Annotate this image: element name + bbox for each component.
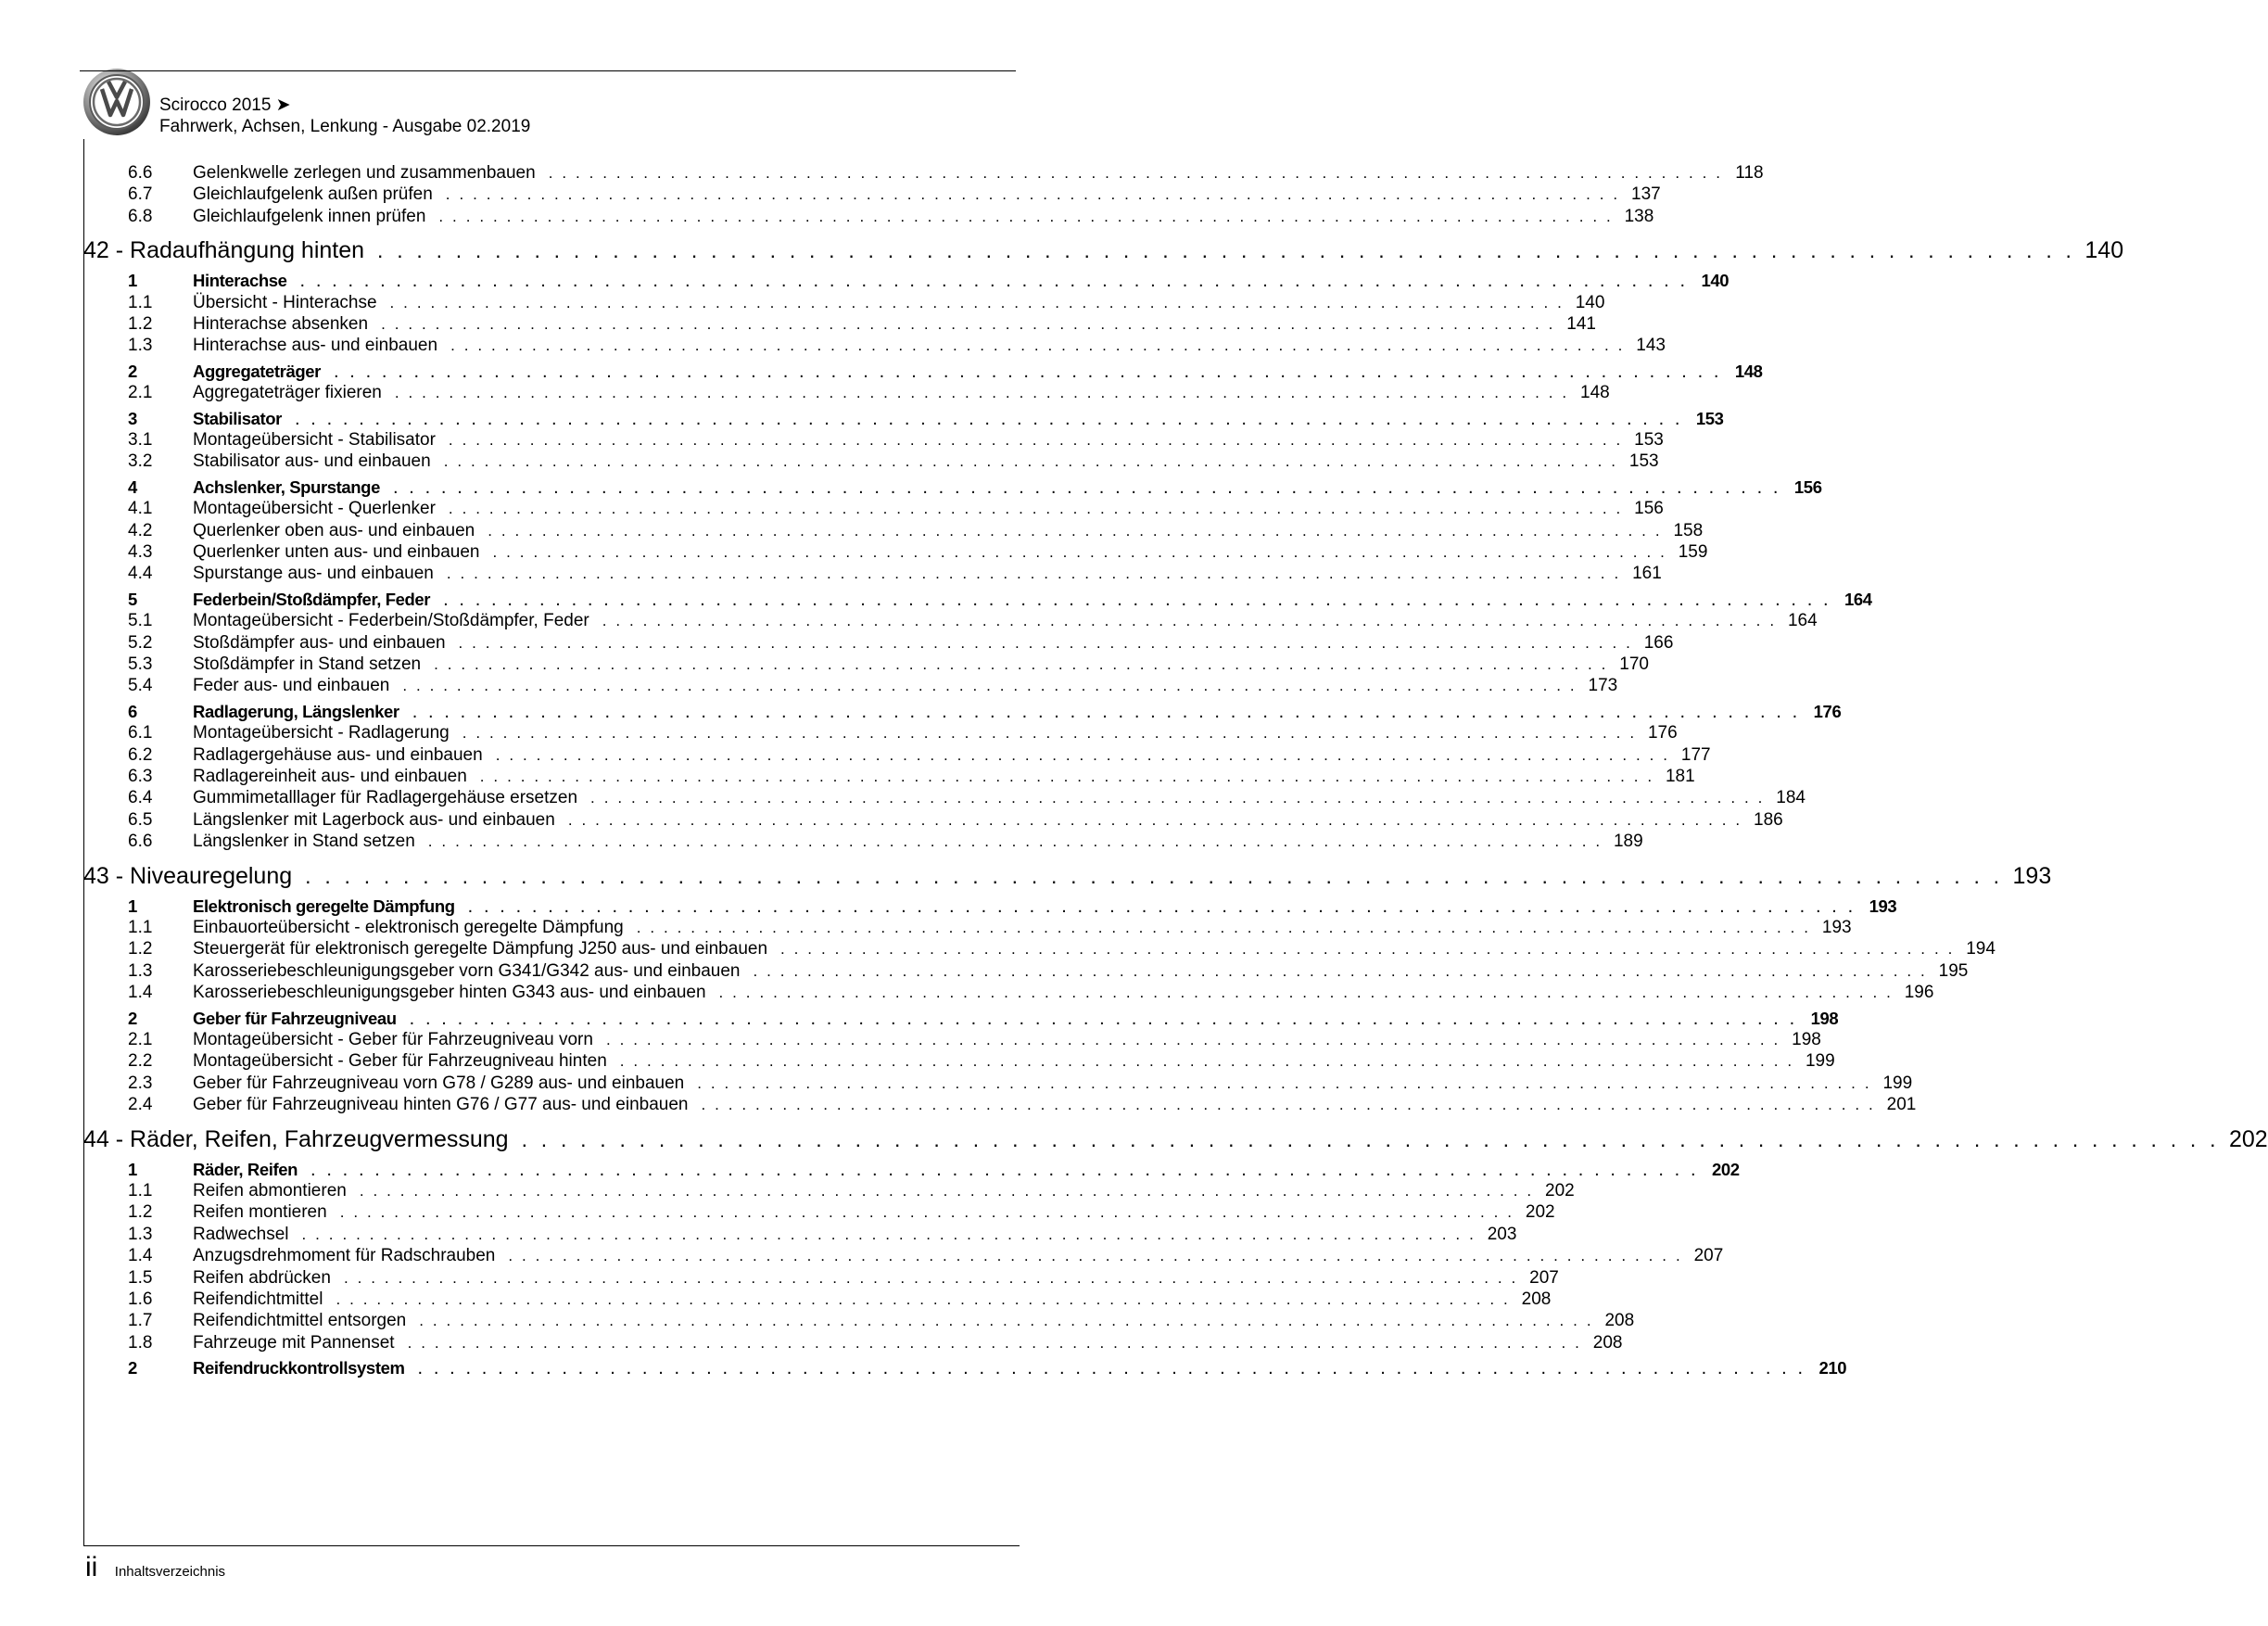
toc-number: 6.6 (128, 163, 153, 183)
toc-number: 1.4 (128, 1246, 153, 1266)
toc-leader-dots: . . . . . . . . . . . . . . . . . . . . . . . . . . . . . . . . . . . . . . . . . . . . . . . . . . . . . . . . . . . . . . . . . . . . . . . . . . . . . . . . . . . . . . . (446, 565, 1621, 583)
toc-leader-dots: . . . . . . . . . . . . . . . . . . . . . . . . . . . . . . . . . . . . . . . . . . . . . . . . . . . . . . . . . . . . . . . . . . . . . . . . . . . . . . . . . . . . . . . (448, 500, 1623, 518)
toc-title: Gleichlaufgelenk außen prüfen (193, 184, 433, 205)
toc-page-number: 201 (1886, 1095, 1917, 1115)
toc-title: Einbauorteübersicht - elektronisch geregelte Dämpfung (193, 918, 624, 937)
toc-entry[interactable] (83, 788, 1806, 808)
toc-title: Geber für Fahrzeugniveau vorn G78 / G289 aus- und einbauen (193, 1073, 685, 1093)
toc-leader-dots: . . . . . . . . . . . . . . . . . . . . . . . . . . . . . . . . . . . . . . . . . . . . . . . . . . . . . . . . . . . . . . . . . . . . . . . . . . . . . . . . . . . . . . . (508, 1247, 1683, 1265)
toc-section[interactable] (83, 361, 1763, 383)
toc-entry[interactable] (83, 1246, 1724, 1266)
toc-page-number: 198 (1810, 1008, 1839, 1028)
toc-title: Geber für Fahrzeugniveau hinten G76 / G77 aus- und einbauen (193, 1095, 689, 1115)
toc-title: Hinterachse aus- und einbauen (193, 336, 438, 356)
page-header (82, 67, 1018, 139)
toc-page-number: 189 (1613, 832, 1643, 852)
toc-leader-dots: . . . . . . . . . . . . . . . . . . . . . . . . . . . . . . . . . . . . . . . . . . . . . . . . . . . . . . . . . . . . . . . . . . . . . . . . . . . . . . . . . . . . . . . (467, 896, 1856, 917)
toc-number: 5.2 (128, 632, 153, 653)
toc-leader-dots: . . . . . . . . . . . . . . . . . . . . . . . . . . . . . . . . . . . . . . . . . . . . . . . . . . . . . . . . . . . . . . . . . . . . . . . . . . . . . . . . . . . . . . . (381, 315, 1555, 333)
toc-number: 6.2 (128, 744, 153, 765)
toc-page-number: 194 (1966, 939, 1996, 959)
toc-leader-dots: . . . . . . . . . . . . . . . . . . . . . . . . . . . . . . . . . . . . . . . . . . . . . . . . . . . . . . . . . . . . . . . . . . . . . . . . . . . . . . . . . . . . . . . (590, 789, 1765, 807)
toc-leader-dots: . . . . . . . . . . . . . . . . . . . . . . . . . . . . . . . . . . . . . . . . . . . . . . . . . . . . . . . . . . . . . . . . . . . . . . . . . . . . . . . . . . . . . . . (753, 961, 1928, 980)
toc-chapter[interactable] (83, 237, 2124, 264)
toc-page-number: 186 (1754, 809, 1783, 830)
toc-number: 5.4 (128, 676, 153, 696)
toc-number: 6.1 (128, 723, 153, 743)
toc-page-number: 177 (1680, 744, 1711, 765)
toc-title: Spurstange aus- und einbauen (193, 564, 434, 584)
toc-page-number: 153 (1634, 430, 1664, 450)
toc-entry[interactable] (83, 1311, 1635, 1331)
toc-title: Räder, Reifen (193, 1159, 298, 1179)
toc-leader-dots: . . . . . . . . . . . . . . . . . . . . . . . . . . . . . . . . . . . . . . . . . . . . . . . . . . . . . . . . . . . . . . . . . . . . . . . . . . . . . . . . . . . . . . . (333, 361, 1722, 382)
toc-page-number: 202 (2228, 1125, 2268, 1152)
toc-entry[interactable] (83, 1181, 1575, 1201)
toc-leader-dots: . . . . . . . . . . . . . . . . . . . . . . . . . . . . . . . . . . . . . . . . . . . . . . . . . . . . . . . . . . . . . . . . . . . . . . . . . . . . . . . . . . . . . . . (697, 1073, 1872, 1092)
toc-number: 2.2 (128, 1051, 153, 1072)
toc-leader-dots: . . . . . . . . . . . . . . . . . . . . . . . . . . . . . . . . . . . . . . . . . . . . . . . . . . . . . . . . . . . . . . . . . . . . . . . . . . . . . . . . . . . . . . . (438, 207, 1614, 225)
toc-leader-dots: . . . . . . . . . . . . . . . . . . . . . . . . . . . . . . . . . . . . . . . . . . . . . . . . . . . . . . . . . . . . . . . . . . . . . . . . . . . . . . . . . . . . . . . (417, 1358, 1806, 1379)
toc-entry[interactable] (83, 1332, 1623, 1353)
toc-leader-dots: . . . . . . . . . . . . . . . . . . . . . . . . . . . . . . . . . . . . . . . . . . . . . . . . . . . . . . . . . . . . . . . . . . . . . . . . . . . . . . . . . . . . . . . (389, 293, 1565, 311)
toc-leader-dots: . . . . . . . . . . . . . . . . . . . . . . . . . . . . . . . . . . . . . . . . . . . . . . . . . . . . . . . . . . . . . . . . . . . . . . . . . . . . . . . . . . . . . . . (412, 701, 1801, 722)
toc-number: 6.5 (128, 809, 153, 830)
toc-leader-dots: . . . . . . . . . . . . . . . . . . . . . . . . . . . . . . . . . . . . . . . . . . . . . . . . . . . . . . . . . . . . . . . . . . . . . . . . . . . . . . . . . . . . . . . (310, 1159, 1699, 1180)
toc-leader-dots: . . . . . . . . . . . . . . . . . . . . . . . . . . . . . . . . . . . . . . . . . . . . . . . . . . . . . . . . . . . . . . . . . . . . . . . . . . . . . . . . . . . . . . . (407, 1333, 1582, 1352)
toc-entry[interactable] (83, 654, 1649, 675)
toc-leader-dots: . . . . . . . . . . . . . . . . . . . . . . . . . . . . . . . . . . . . . . . . . . . . . . . . . . . . . . . . . . . . . . . . . . . . . . . . . . . . . . . . . . . . . . . (377, 238, 2076, 263)
toc-page-number: 140 (2084, 237, 2124, 264)
footer-label: Inhaltsverzeichnis (114, 1564, 226, 1580)
toc-page-number: 202 (1711, 1159, 1740, 1179)
toc-entry[interactable] (83, 1289, 1552, 1310)
footer-divider (83, 1545, 1020, 1546)
toc-entry[interactable] (83, 939, 1996, 959)
toc-leader-dots: . . . . . . . . . . . . . . . . . . . . . . . . . . . . . . . . . . . . . . . . . . . . . . . . . . . . . . . . . . . . . . . . . . . . . . . . . . . . . . . . . . . . . . . (521, 1126, 2220, 1151)
toc-number: 4.1 (128, 499, 153, 519)
toc-leader-dots: . . . . . . . . . . . . . . . . . . . . . . . . . . . . . . . . . . . . . . . . . . . . . . . . . . . . . . . . . . . . . . . . . . . . . . . . . . . . . . . . . . . . . . . (394, 384, 1569, 402)
header-model: Scirocco 2015 ➤ (159, 95, 291, 115)
toc-page-number: 118 (1735, 163, 1764, 183)
toc-entry[interactable] (83, 1030, 1821, 1050)
toc-page-number: 161 (1632, 564, 1662, 584)
toc-page-number: 156 (1793, 476, 1822, 497)
toc-entry[interactable] (83, 451, 1659, 472)
toc-section[interactable] (83, 1159, 1740, 1181)
toc-page-number: 158 (1673, 520, 1704, 540)
toc-entry[interactable] (83, 1051, 1835, 1072)
toc-entry[interactable] (83, 832, 1643, 852)
header-title: Fahrwerk, Achsen, Lenkung - Ausgabe 02.2019 (159, 117, 531, 136)
toc-section[interactable] (83, 1008, 1839, 1030)
toc-leader-dots: . . . . . . . . . . . . . . . . . . . . . . . . . . . . . . . . . . . . . . . . . . . . . . . . . . . . . . . . . . . . . . . . . . . . . . . . . . . . . . . . . . . . . . . (602, 612, 1777, 630)
toc-number: 1 (128, 271, 137, 291)
toc-page-number: 140 (1575, 292, 1605, 312)
toc-page-number: 210 (1818, 1358, 1847, 1378)
toc-title: Gelenkwelle zerlegen und zusammenbauen (193, 163, 536, 183)
toc-title: Stabilisator aus- und einbauen (193, 451, 431, 472)
toc-number: 1.3 (128, 960, 153, 981)
toc-title: Stoßdämpfer in Stand setzen (193, 654, 422, 674)
toc-entry[interactable] (83, 611, 1818, 631)
toc-number: 1.4 (128, 983, 153, 1003)
toc-leader-dots: . . . . . . . . . . . . . . . . . . . . . . . . . . . . . . . . . . . . . . . . . . . . . . . . . . . . . . . . . . . . . . . . . . . . . . . . . . . . . . . . . . . . . . . (492, 543, 1667, 561)
toc-number: 6.7 (128, 184, 153, 205)
toc-number: 6.8 (128, 206, 153, 226)
toc-leader-dots: . . . . . . . . . . . . . . . . . . . . . . . . . . . . . . . . . . . . . . . . . . . . . . . . . . . . . . . . . . . . . . . . . . . . . . . . . . . . . . . . . . . . . . . (495, 745, 1670, 764)
toc-page-number: 141 (1566, 314, 1596, 334)
toc-title: Längslenker in Stand setzen (193, 832, 415, 852)
toc-page-number: 138 (1624, 206, 1654, 226)
toc-number: 4.4 (128, 564, 153, 584)
toc-entry[interactable] (83, 1073, 1913, 1094)
toc-leader-dots: . . . . . . . . . . . . . . . . . . . . . . . . . . . . . . . . . . . . . . . . . . . . . . . . . . . . . . . . . . . . . . . . . . . . . . . . . . . . . . . . . . . . . . . (336, 1290, 1511, 1308)
toc-number: 2.1 (128, 383, 153, 403)
toc-entry[interactable] (83, 184, 1661, 205)
toc-page-number: 199 (1882, 1073, 1913, 1093)
toc-leader-dots: . . . . . . . . . . . . . . . . . . . . . . . . . . . . . . . . . . . . . . . . . . . . . . . . . . . . . . . . . . . . . . . . . . . . . . . . . . . . . . . . . . . . . . . (305, 863, 2004, 888)
toc-title: Stabilisator (193, 408, 282, 428)
toc-leader-dots: . . . . . . . . . . . . . . . . . . . . . . . . . . . . . . . . . . . . . . . . . . . . . . . . . . . . . . . . . . . . . . . . . . . . . . . . . . . . . . . . . . . . . . . (299, 271, 1689, 292)
toc-leader-dots: . . . . . . . . . . . . . . . . . . . . . . . . . . . . . . . . . . . . . . . . . . . . . . . . . . . . . . . . . . . . . . . . . . . . . . . . . . . . . . . . . . . . . . . (409, 1008, 1798, 1029)
toc-number: 3 (128, 408, 137, 428)
toc-entry[interactable] (83, 1202, 1555, 1223)
toc-entry[interactable] (83, 744, 1711, 766)
toc-leader-dots: . . . . . . . . . . . . . . . . . . . . . . . . . . . . . . . . . . . . . . . . . . . . . . . . . . . . . . . . . . . . . . . . . . . . . . . . . . . . . . . . . . . . . . . (458, 633, 1633, 652)
toc-page-number: 166 (1643, 632, 1674, 653)
toc-leader-dots: . . . . . . . . . . . . . . . . . . . . . . . . . . . . . . . . . . . . . . . . . . . . . . . . . . . . . . . . . . . . . . . . . . . . . . . . . . . . . . . . . . . . . . . (339, 1203, 1514, 1222)
toc-page-number: 153 (1695, 408, 1724, 428)
toc-leader-dots: . . . . . . . . . . . . . . . . . . . . . . . . . . . . . . . . . . . . . . . . . . . . . . . . . . . . . . . . . . . . . . . . . . . . . . . . . . . . . . . . . . . . . . . (701, 1096, 1876, 1114)
toc-title: Hinterachse absenken (193, 314, 369, 334)
toc-number: 2 (128, 1008, 137, 1028)
toc-page-number: 176 (1813, 701, 1842, 721)
toc-entry[interactable] (83, 1095, 1917, 1115)
toc-title: Montageübersicht - Querlenker (193, 499, 436, 519)
toc-page-number: 202 (1545, 1181, 1575, 1200)
toc-leader-dots: . . . . . . . . . . . . . . . . . . . . . . . . . . . . . . . . . . . . . . . . . . . . . . . . . . . . . . . . . . . . . . . . . . . . . . . . . . . . . . . . . . . . . . . (359, 1182, 1534, 1200)
toc-leader-dots: . . . . . . . . . . . . . . . . . . . . . . . . . . . . . . . . . . . . . . . . . . . . . . . . . . . . . . . . . . . . . . . . . . . . . . . . . . . . . . . . . . . . . . . (402, 677, 1577, 695)
toc-title: Reifen montieren (193, 1202, 327, 1223)
toc-leader-dots: . . . . . . . . . . . . . . . . . . . . . . . . . . . . . . . . . . . . . . . . . . . . . . . . . . . . . . . . . . . . . . . . . . . . . . . . . . . . . . . . . . . . . . . (443, 452, 1618, 471)
toc-page-number: 143 (1636, 336, 1666, 356)
toc-number: 1.6 (128, 1289, 153, 1309)
toc-leader-dots: . . . . . . . . . . . . . . . . . . . . . . . . . . . . . . . . . . . . . . . . . . . . . . . . . . . . . . . . . . . . . . . . . . . . . . . . . . . . . . . . . . . . . . . (301, 1225, 1476, 1243)
toc-page-number: 137 (1631, 184, 1661, 205)
toc-section[interactable] (83, 476, 1822, 499)
toc-chapter[interactable] (83, 862, 2052, 890)
toc-leader-dots: . . . . . . . . . . . . . . . . . . . . . . . . . . . . . . . . . . . . . . . . . . . . . . . . . . . . . . . . . . . . . . . . . . . . . . . . . . . . . . . . . . . . . . . (780, 940, 1955, 959)
toc-page-number: 199 (1805, 1051, 1835, 1072)
toc-page-number: 193 (2012, 862, 2052, 889)
toc-title: Radwechsel (193, 1224, 289, 1244)
toc-leader-dots: . . . . . . . . . . . . . . . . . . . . . . . . . . . . . . . . . . . . . . . . . . . . . . . . . . . . . . . . . . . . . . . . . . . . . . . . . . . . . . . . . . . . . . . (445, 185, 1620, 204)
toc-title: Montageübersicht - Federbein/Stoßdämpfer, Feder (193, 611, 589, 631)
toc-number: 6.6 (128, 832, 153, 852)
toc-entry[interactable] (83, 983, 1934, 1003)
toc-title: Reifendruckkontrollsystem (193, 1358, 405, 1378)
toc-section[interactable] (83, 589, 1872, 611)
toc-leader-dots: . . . . . . . . . . . . . . . . . . . . . . . . . . . . . . . . . . . . . . . . . . . . . . . . . . . . . . . . . . . . . . . . . . . . . . . . . . . . . . . . . . . . . . . (443, 589, 1831, 610)
toc-number: 3.2 (128, 451, 153, 472)
toc-number: 6.4 (128, 788, 153, 808)
toc-title: Karosseriebeschleunigungsgeber hinten G343 aus- und einbauen (193, 983, 706, 1003)
toc-entry[interactable] (83, 542, 1708, 563)
toc-section[interactable] (83, 1358, 1847, 1379)
toc-section[interactable] (83, 408, 1724, 430)
toc-page-number: 207 (1529, 1267, 1559, 1288)
toc-number: 5.3 (128, 654, 153, 674)
toc-page-number: 208 (1521, 1289, 1552, 1309)
toc-entry[interactable] (83, 206, 1654, 227)
toc-entry[interactable] (83, 430, 1664, 451)
toc-page-number: 198 (1792, 1030, 1821, 1049)
toc-leader-dots: . . . . . . . . . . . . . . . . . . . . . . . . . . . . . . . . . . . . . . . . . . . . . . . . . . . . . . . . . . . . . . . . . . . . . . . . . . . . . . . . . . . . . . . (567, 810, 1742, 829)
toc-leader-dots: . . . . . . . . . . . . . . . . . . . . . . . . . . . . . . . . . . . . . . . . . . . . . . . . . . . . . . . . . . . . . . . . . . . . . . . . . . . . . . . . . . . . . . . (392, 476, 1781, 498)
toc-number: 6.3 (128, 767, 153, 786)
toc-number: 1.2 (128, 314, 153, 334)
toc-number: 1.3 (128, 336, 153, 356)
toc-entry[interactable] (83, 960, 1969, 982)
toc-title: Montageübersicht - Geber für Fahrzeugniveau hinten (193, 1051, 607, 1072)
toc-page-number: 140 (1701, 271, 1730, 291)
toc-number: 1.8 (128, 1332, 153, 1353)
toc-leader-dots: . . . . . . . . . . . . . . . . . . . . . . . . . . . . . . . . . . . . . . . . . . . . . . . . . . . . . . . . . . . . . . . . . . . . . . . . . . . . . . . . . . . . . . . (462, 724, 1637, 743)
toc-section[interactable] (83, 701, 1842, 723)
toc-title: Montageübersicht - Radlagerung (193, 723, 450, 743)
toc-title: Aggregateträger fixieren (193, 383, 382, 403)
toc-page-number: 173 (1588, 676, 1618, 696)
toc-number: 2.4 (128, 1095, 153, 1115)
toc-number: 1.1 (128, 918, 153, 937)
toc-page-number: 164 (1844, 589, 1872, 609)
toc-leader-dots: . . . . . . . . . . . . . . . . . . . . . . . . . . . . . . . . . . . . . . . . . . . . . . . . . . . . . . . . . . . . . . . . . . . . . . . . . . . . . . . . . . . . . . . (605, 1031, 1780, 1048)
toc-number: 1.1 (128, 292, 153, 312)
toc-number: 4.3 (128, 542, 153, 562)
toc-number: 5.1 (128, 611, 153, 631)
toc-title: Steuergerät für elektronisch geregelte Dämpfung J250 aus- und einbauen (193, 939, 768, 959)
toc-leader-dots: . . . . . . . . . . . . . . . . . . . . . . . . . . . . . . . . . . . . . . . . . . . . . . . . . . . . . . . . . . . . . . . . . . . . . . . . . . . . . . . . . . . . . . . (448, 431, 1623, 449)
toc-number: 4 (128, 476, 137, 497)
toc-entry[interactable] (83, 520, 1704, 541)
toc-page-number: 196 (1904, 983, 1934, 1003)
toc-title: Längslenker mit Lagerbock aus- und einbauen (193, 809, 555, 830)
header-divider (80, 70, 1016, 71)
toc-number: 3.1 (128, 430, 153, 450)
toc-title: Reifendichtmittel (193, 1289, 323, 1309)
toc-title: Reifen abmontieren (193, 1181, 347, 1200)
toc-leader-dots: . . . . . . . . . . . . . . . . . . . . . . . . . . . . . . . . . . . . . . . . . . . . . . . . . . . . . . . . . . . . . . . . . . . . . . . . . . . . . . . . . . . . . . . (343, 1268, 1518, 1287)
toc-entry[interactable] (83, 499, 1664, 519)
toc-title: Anzugsdrehmoment für Radschrauben (193, 1246, 496, 1266)
toc-number: 2 (128, 361, 137, 381)
toc-number: 1.2 (128, 939, 153, 959)
toc-entry[interactable] (83, 1224, 1517, 1245)
toc-title: Montageübersicht - Stabilisator (193, 430, 436, 450)
toc-title: Aggregateträger (193, 361, 321, 381)
toc-page-number: 164 (1787, 611, 1818, 631)
toc-number: 5 (128, 589, 137, 609)
toc-title: Gleichlaufgelenk innen prüfen (193, 206, 426, 226)
toc-leader-dots: . . . . . . . . . . . . . . . . . . . . . . . . . . . . . . . . . . . . . . . . . . . . . . . . . . . . . . . . . . . . . . . . . . . . . . . . . . . . . . . . . . . . . . . (427, 832, 1603, 851)
toc-page-number: 148 (1734, 361, 1763, 381)
toc-entry[interactable] (83, 767, 1695, 787)
toc-title: Achslenker, Spurstange (193, 476, 380, 497)
toc-page-number: 159 (1678, 542, 1708, 562)
toc-page-number: 203 (1487, 1224, 1517, 1244)
toc-title: Radlagereinheit aus- und einbauen (193, 767, 467, 786)
toc-chapter[interactable] (83, 1125, 2268, 1153)
toc-page-number: 176 (1647, 723, 1678, 743)
toc-number: 1 (128, 896, 137, 916)
toc-number: 1.7 (128, 1311, 153, 1331)
toc-number: 2.3 (128, 1073, 153, 1093)
toc-entry[interactable] (83, 632, 1674, 654)
toc-title: Radlagerung, Längslenker (193, 701, 399, 721)
toc-page-number: 153 (1628, 451, 1659, 472)
toc-title: Querlenker unten aus- und einbauen (193, 542, 480, 562)
toc-section[interactable] (83, 896, 1897, 918)
toc-page-number: 170 (1619, 654, 1649, 674)
toc-number: 2 (128, 1358, 137, 1378)
toc-title: Übersicht - Hinterachse (193, 292, 377, 312)
toc-title: Reifen abdrücken (193, 1267, 331, 1288)
toc-leader-dots: . . . . . . . . . . . . . . . . . . . . . . . . . . . . . . . . . . . . . . . . . . . . . . . . . . . . . . . . . . . . . . . . . . . . . . . . . . . . . . . . . . . . . . . (488, 521, 1663, 540)
toc-page-number: 208 (1604, 1311, 1635, 1331)
toc-number: 4.2 (128, 520, 153, 540)
toc-title: Reifendichtmittel entsorgen (193, 1311, 407, 1331)
page-footer (85, 1552, 225, 1583)
toc-leader-dots: . . . . . . . . . . . . . . . . . . . . . . . . . . . . . . . . . . . . . . . . . . . . . . . . . . . . . . . . . . . . . . . . . . . . . . . . . . . . . . . . . . . . . . . (450, 337, 1625, 355)
toc-leader-dots: . . . . . . . . . . . . . . . . . . . . . . . . . . . . . . . . . . . . . . . . . . . . . . . . . . . . . . . . . . . . . . . . . . . . . . . . . . . . . . . . . . . . . . . (718, 984, 1894, 1002)
toc-entry[interactable] (83, 292, 1605, 313)
toc-entry[interactable] (83, 918, 1852, 938)
toc-page-number: 193 (1869, 896, 1897, 916)
toc-title: Querlenker oben aus- und einbauen (193, 520, 475, 540)
toc-entry[interactable] (83, 723, 1678, 743)
toc-entry[interactable] (83, 1267, 1559, 1289)
toc-title: 42 - Radaufhängung hinten (83, 237, 365, 264)
vw-logo-icon (82, 67, 152, 137)
toc-entry[interactable] (83, 809, 1783, 831)
toc-title: Fahrzeuge mit Pannenset (193, 1332, 395, 1353)
toc-entry[interactable] (83, 314, 1596, 335)
toc-leader-dots: . . . . . . . . . . . . . . . . . . . . . . . . . . . . . . . . . . . . . . . . . . . . . . . . . . . . . . . . . . . . . . . . . . . . . . . . . . . . . . . . . . . . . . . (434, 655, 1608, 673)
toc-leader-dots: . . . . . . . . . . . . . . . . . . . . . . . . . . . . . . . . . . . . . . . . . . . . . . . . . . . . . . . . . . . . . . . . . . . . . . . . . . . . . . . . . . . . . . . (619, 1052, 1794, 1071)
toc-title: Federbein/Stoßdämpfer, Feder (193, 589, 431, 609)
toc-number: 2.1 (128, 1030, 153, 1049)
toc-title: Gummimetalllager für Radlagergehäuse ersetzen (193, 788, 578, 808)
toc-section[interactable] (83, 271, 1730, 292)
toc-number: 1.1 (128, 1181, 153, 1200)
toc-number: 1.5 (128, 1267, 153, 1288)
page-number: ii (85, 1552, 98, 1582)
toc-title: Hinterachse (193, 271, 287, 291)
toc-title: 44 - Räder, Reifen, Fahrzeugvermessung (83, 1125, 509, 1152)
toc-title: Elektronisch geregelte Dämpfung (193, 896, 455, 916)
toc-title: Feder aus- und einbauen (193, 676, 390, 696)
toc-number: 1 (128, 1159, 137, 1179)
toc-title: Karosseriebeschleunigungsgeber vorn G341/G342 aus- und einbauen (193, 960, 741, 981)
toc-entry[interactable] (83, 564, 1662, 584)
toc-page-number: 148 (1580, 383, 1610, 403)
toc-page-number: 184 (1776, 788, 1806, 808)
toc-number: 1.2 (128, 1202, 153, 1223)
toc-leader-dots: . . . . . . . . . . . . . . . . . . . . . . . . . . . . . . . . . . . . . . . . . . . . . . . . . . . . . . . . . . . . . . . . . . . . . . . . . . . . . . . . . . . . . . . (294, 408, 1683, 429)
toc-page-number: 202 (1525, 1202, 1555, 1223)
toc-leader-dots: . . . . . . . . . . . . . . . . . . . . . . . . . . . . . . . . . . . . . . . . . . . . . . . . . . . . . . . . . . . . . . . . . . . . . . . . . . . . . . . . . . . . . . . (548, 164, 1723, 182)
toc-entry[interactable] (83, 163, 1764, 184)
toc-title: Montageübersicht - Geber für Fahrzeugniveau vorn (193, 1030, 593, 1049)
toc-leader-dots: . . . . . . . . . . . . . . . . . . . . . . . . . . . . . . . . . . . . . . . . . . . . . . . . . . . . . . . . . . . . . . . . . . . . . . . . . . . . . . . . . . . . . . . (479, 768, 1654, 785)
toc-page-number: 193 (1821, 918, 1852, 937)
toc-page-number: 195 (1938, 960, 1969, 981)
toc-title: Geber für Fahrzeugniveau (193, 1008, 397, 1028)
toc-number: 6 (128, 701, 137, 721)
toc-title: 43 - Niveauregelung (83, 862, 293, 889)
toc-page-number: 156 (1634, 499, 1664, 519)
toc-page-number: 181 (1665, 767, 1695, 786)
toc-entry[interactable] (83, 676, 1618, 696)
toc-leader-dots: . . . . . . . . . . . . . . . . . . . . . . . . . . . . . . . . . . . . . . . . . . . . . . . . . . . . . . . . . . . . . . . . . . . . . . . . . . . . . . . . . . . . . . . (419, 1312, 1594, 1330)
toc-leader-dots: . . . . . . . . . . . . . . . . . . . . . . . . . . . . . . . . . . . . . . . . . . . . . . . . . . . . . . . . . . . . . . . . . . . . . . . . . . . . . . . . . . . . . . . (636, 919, 1811, 936)
toc-page-number: 208 (1592, 1332, 1623, 1353)
toc-entry[interactable] (83, 383, 1610, 403)
toc-number: 1.3 (128, 1224, 153, 1244)
toc-entry[interactable] (83, 336, 1666, 356)
toc-page-number: 207 (1693, 1246, 1724, 1266)
toc-title: Stoßdämpfer aus- und einbauen (193, 632, 446, 653)
toc-title: Radlagergehäuse aus- und einbauen (193, 744, 483, 765)
